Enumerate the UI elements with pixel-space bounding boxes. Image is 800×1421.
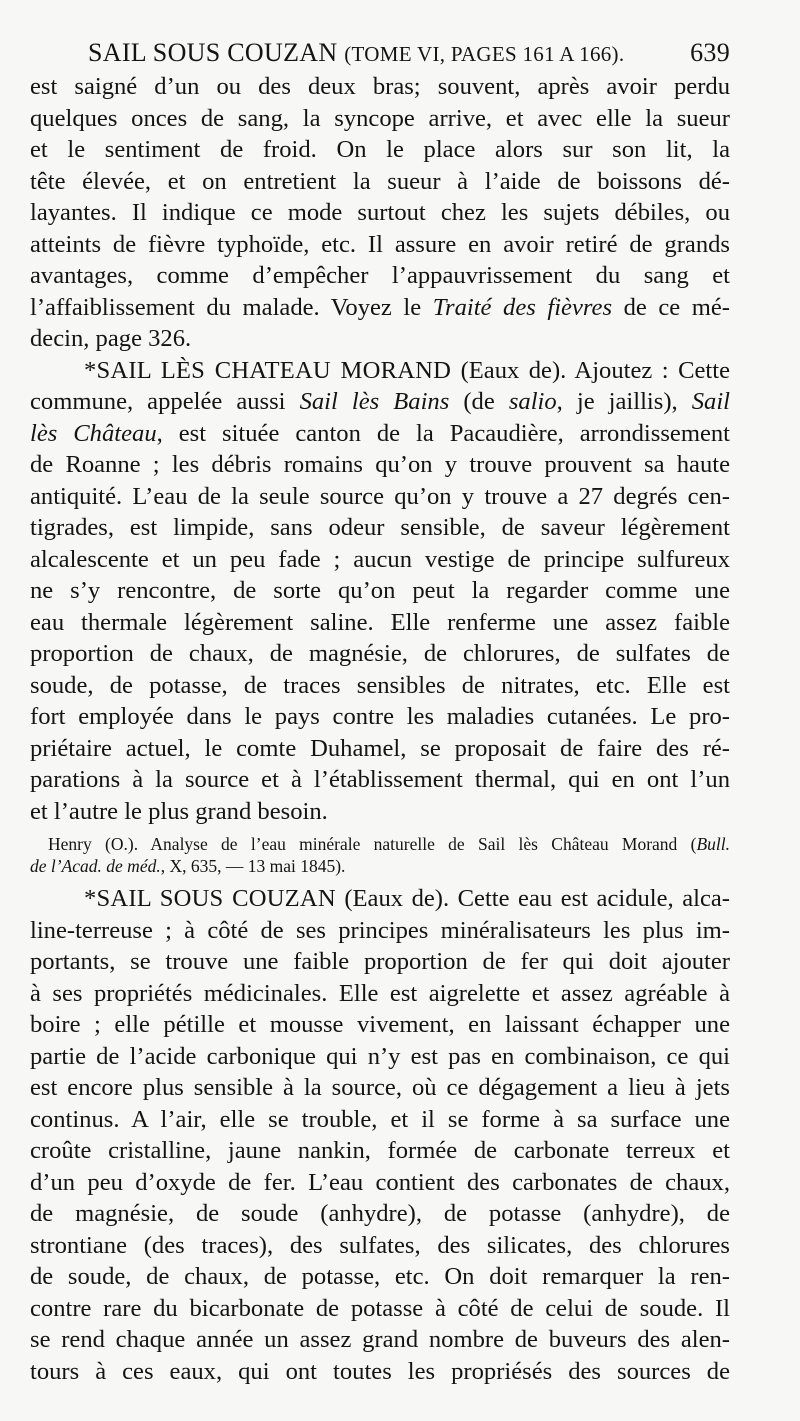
italic-term: Sail [691, 388, 730, 415]
text-line: croûte cristalline, jaune nankin, formée de carbonate terreux et [30, 1137, 730, 1164]
text-line: soude, de potasse, de traces sensibles de nitrates, etc. Elle est [30, 671, 730, 699]
text-line: tours à ces eaux, qui ont toutes les propriésés des sources de [30, 1357, 730, 1385]
text-line: quelques onces de sang, la syncope arrive, et avec elle la sueur [30, 104, 730, 132]
italic-term: salio [508, 388, 557, 415]
text-fragment: , je jaillis), [556, 388, 678, 415]
text-line: alcalescente et un peu fade ; aucun vestige de principe sulfureux [30, 545, 730, 573]
text-line: strontiane (des traces), des sulfates, des silicates, des chlorures [30, 1231, 730, 1259]
text-line: avantages, comme d’empêcher l’appauvrissement du sang et [30, 262, 730, 289]
text-fragment: (de [463, 388, 495, 415]
text-line: de soude, de chaux, de potasse, etc. On doit remarquer la ren- [30, 1263, 730, 1290]
text-line: contre rare du bicarbonate de potasse à côté de celui de soude. Il [30, 1294, 730, 1322]
text-fragment: , est située canton de la Pacaudière, arrondissement [156, 419, 730, 447]
text-line: proportion de chaux, de magnésie, de chlorures, de sulfates de [30, 640, 730, 667]
running-head-tome: (TOME VI, PAGES 161 A 166). [344, 42, 625, 66]
text-line: eau thermale légèrement saline. Elle renferme une assez faible [30, 608, 730, 636]
running-head-text [88, 38, 624, 69]
text-fragment: Henry (O.). Analyse de l’eau minérale naturelle de Sail lès Château Morand ( [48, 834, 697, 854]
text-line [30, 292, 730, 324]
text-line: est encore plus sensible à la source, où ce dégagement a lieu à jets [30, 1074, 730, 1101]
entry-sail-sous-couzan [30, 883, 730, 1387]
text-line: tête élevée, et on entretient la sueur à l’aide de boissons dé- [30, 167, 730, 195]
text-line: et l’autre le plus grand besoin. [30, 797, 328, 825]
text-line: d’un peu d’oxyde de fer. L’eau contient des carbonates de chaux, [30, 1168, 730, 1196]
text-line: boire ; elle pétille et mousse vivement, en laissant échapper une [30, 1011, 730, 1038]
page-number: 639 [690, 38, 730, 67]
text-fragment: (Eaux de). Cette eau est acidule, alca- [344, 885, 730, 912]
text-fragment: commune, appelée aussi [30, 388, 286, 415]
entry-heading-line [30, 883, 730, 915]
text-fragment: , X, 635, — 13 mai 1845). [160, 856, 346, 876]
paragraph-continuation [30, 71, 730, 355]
text-fragment: l’affaiblissement du malade. Voyez le [30, 293, 422, 321]
running-head-title: SAIL SOUS COUZAN [88, 38, 338, 67]
text-line: portants, se trouve une faible proportion de fer qui doit ajouter [30, 948, 730, 975]
text-line: priétaire actuel, le comte Duhamel, se proposait de faire des ré- [30, 734, 730, 762]
text-line: est saigné d’un ou des deux bras; souvent, après avoir perdu [30, 73, 730, 100]
text-line: fort employée dans le pays contre les maladies cutanées. Le pro- [30, 703, 730, 730]
italic-term: Bull. [696, 834, 730, 854]
text-fragment: de ce mé- [623, 293, 730, 321]
text-line: se rend chaque année un assez grand nombre de buveurs des alen- [30, 1326, 730, 1353]
text-line: continus. A l’air, elle se trouble, et il se forme à sa surface une [30, 1105, 730, 1133]
text-line [30, 418, 730, 450]
text-fragment: (Eaux de). Ajoutez : Cette [460, 356, 730, 384]
entry-sail-les-chateau-morand [30, 355, 730, 828]
text-line: partie de l’acide carbonique qui n’y est pas en combinaison, ce qui [30, 1042, 730, 1070]
reference-line [30, 833, 730, 855]
text-line [30, 386, 730, 418]
text-line: de Roanne ; les débris romains qu’on y trouve prouvent sa haute [30, 451, 730, 478]
italic-term: lès Château [30, 419, 157, 447]
text-line: tigrades, est limpide, sans odeur sensible, de saveur légèrement [30, 514, 730, 541]
text-line: de magnésie, de soude (anhydre), de potasse (anhydre), de [30, 1200, 730, 1227]
text-line: parations à la source et à l’établissement thermal, qui en ont l’un [30, 766, 730, 793]
reference-line [30, 855, 730, 877]
book-title-reference: Traité des fièvres [432, 293, 613, 321]
text-line: layantes. Il indique ce mode surtout chez les sujets débiles, ou [30, 199, 730, 226]
running-head [30, 38, 730, 69]
text-line: ne s’y rencontre, de sorte qu’on peut la regarder comme une [30, 577, 730, 604]
italic-term: de l’Acad. de méd. [30, 856, 161, 876]
bibliographic-reference [30, 833, 730, 877]
text-line: et le sentiment de froid. On le place alors sur son lit, la [30, 136, 730, 163]
text-line: antiquité. L’eau de la seule source qu’on y trouve a 27 degrés cen- [30, 482, 730, 510]
text-line: à ses propriétés médicinales. Elle est aigrelette et assez agréable à [30, 979, 730, 1007]
entry-heading: *SAIL LÈS CHATEAU MORAND [84, 356, 452, 384]
entry-heading: *SAIL SOUS COUZAN [84, 885, 336, 912]
italic-term: Sail lès Bains [299, 388, 450, 415]
entry-heading-line [30, 355, 730, 387]
text-line: atteints de fièvre typhoïde, etc. Il assure en avoir retiré de grands [30, 230, 730, 258]
text-line: decin, page 326. [30, 325, 192, 352]
text-line: line-terreuse ; à côté de ses principes minéralisateurs les plus im- [30, 916, 730, 944]
